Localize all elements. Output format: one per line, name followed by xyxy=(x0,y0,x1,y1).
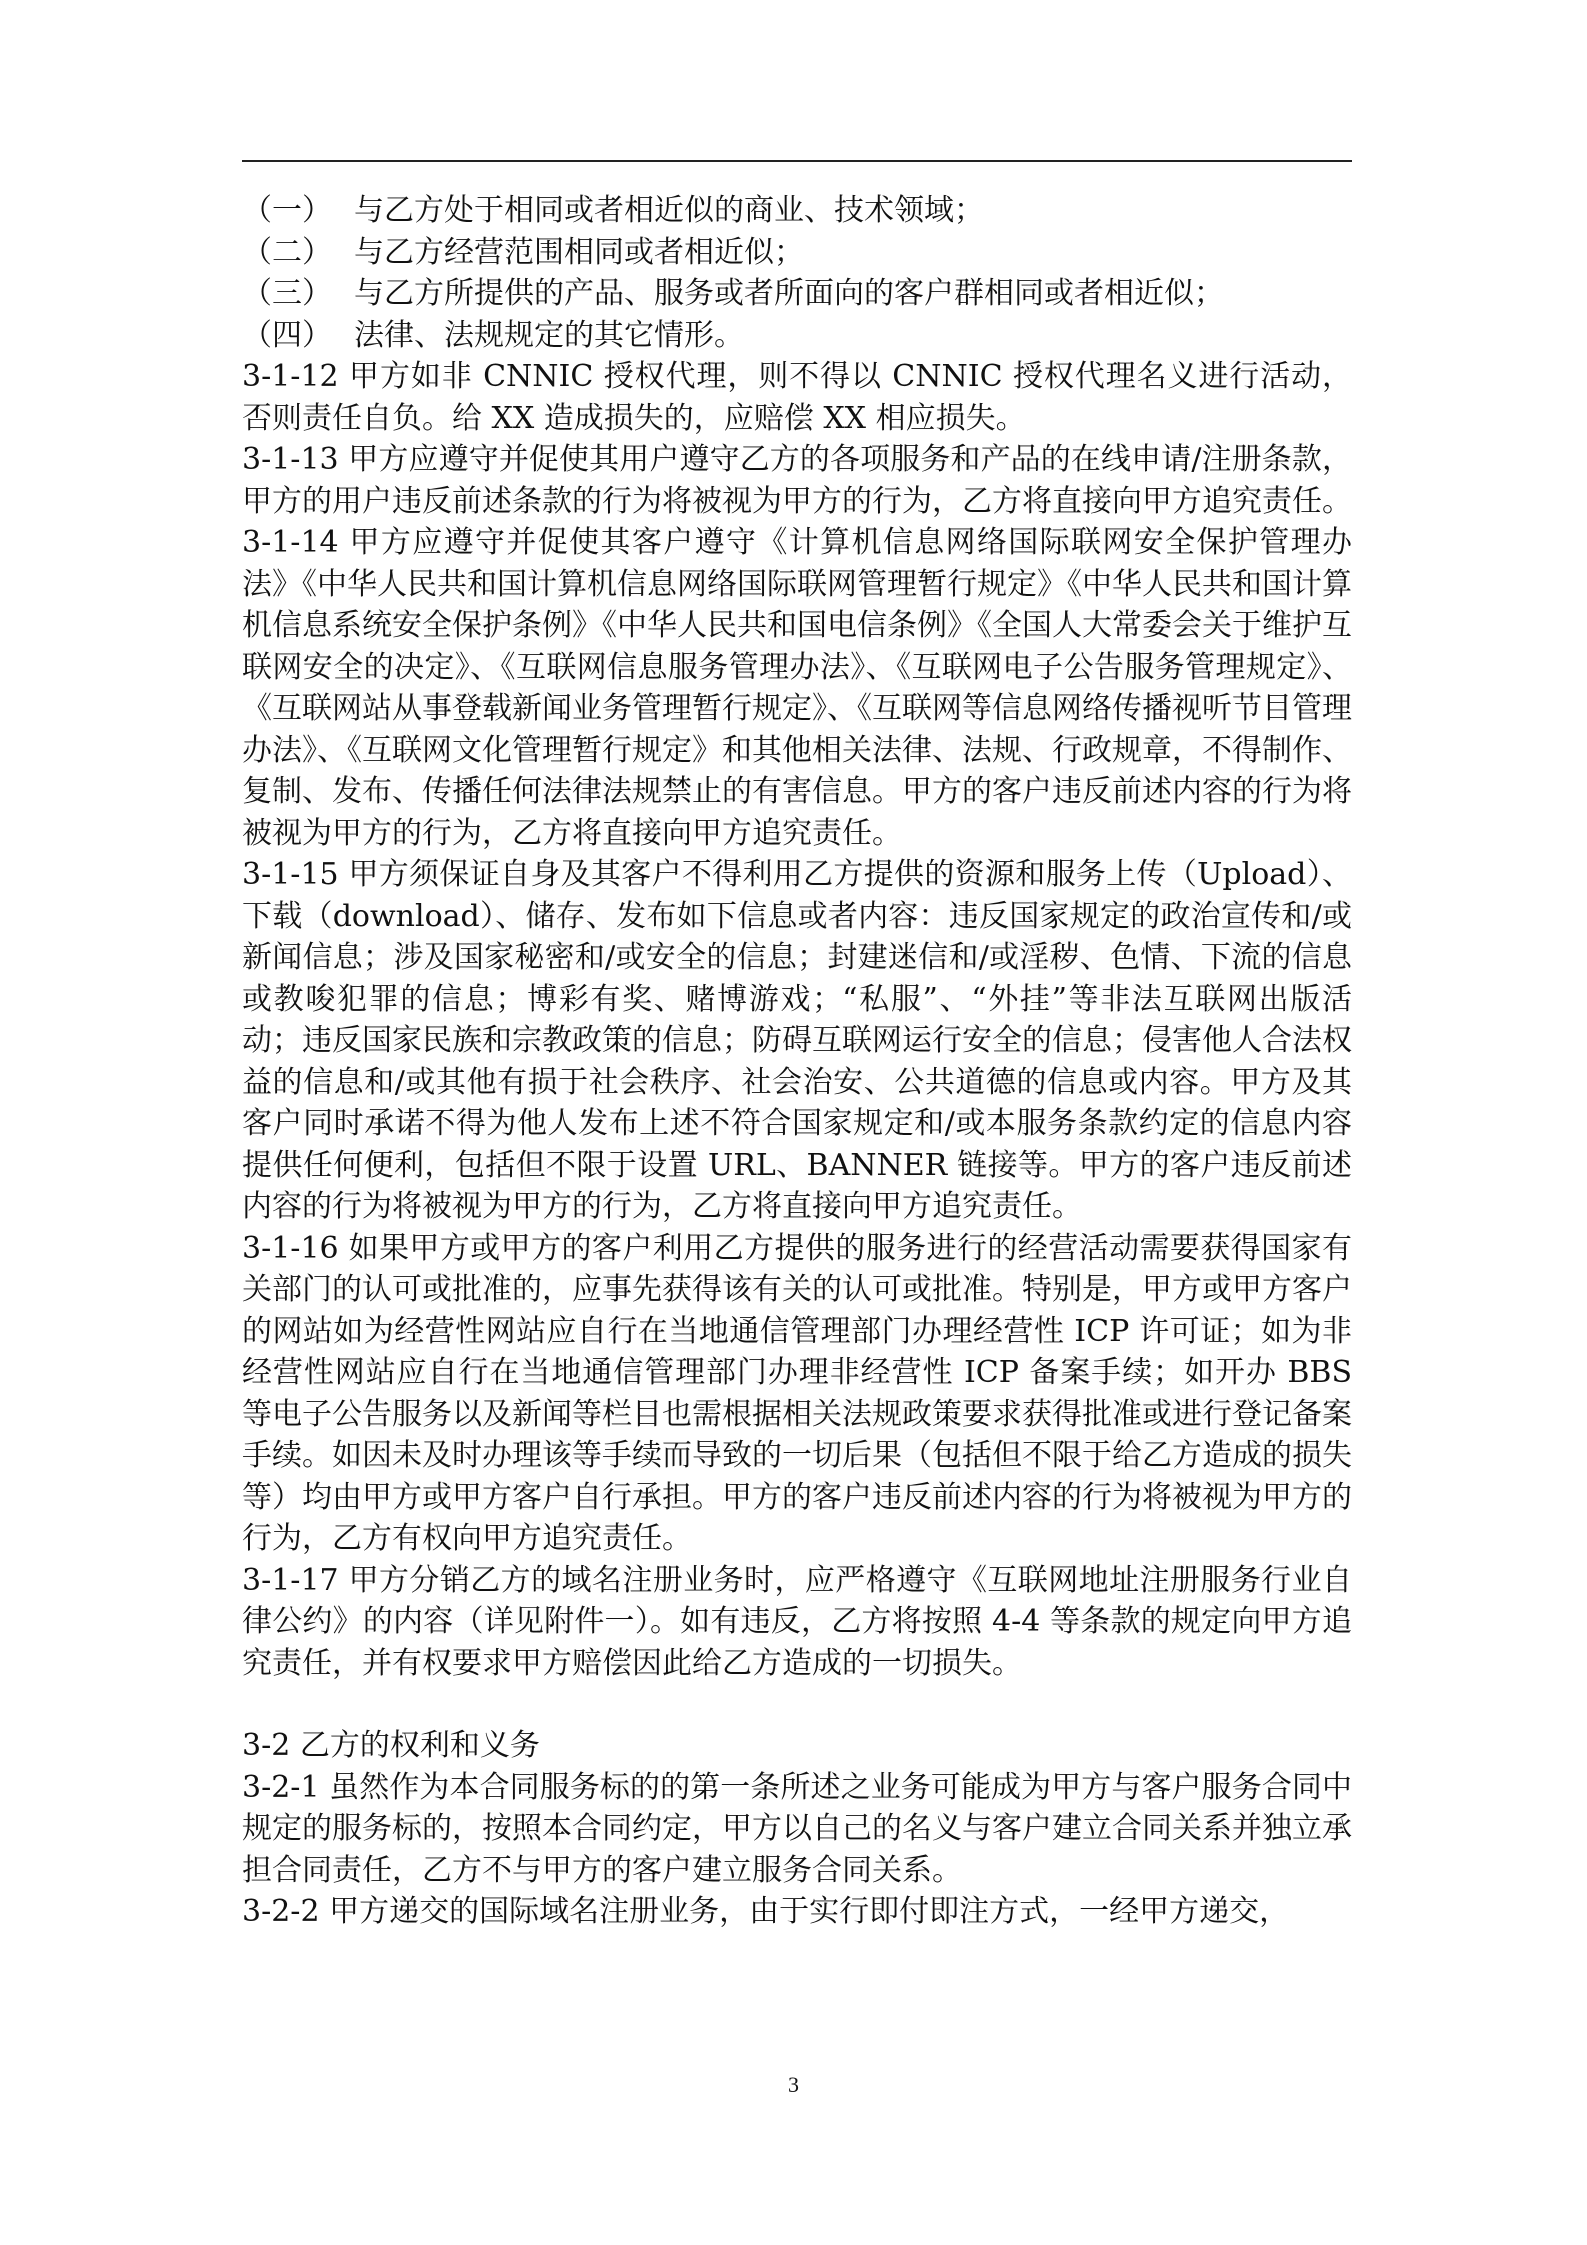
clause-3-1-12: 3-1-12 甲方如非 CNNIC 授权代理，则不得以 CNNIC 授权代理名义进行活动，否则责任自负。给 XX 造成损失的，应赔偿 XX 相应损失。 xyxy=(242,359,1352,436)
page-number: 3 xyxy=(788,2072,799,2097)
list-item xyxy=(242,273,1352,315)
header-rule xyxy=(242,160,1352,162)
clause-3-1-15: 3-1-15 甲方须保证自身及其客户不得利用乙方提供的资源和服务上传（Upload）、下载（download）、储存、发布如下信息或者内容：违反国家规定的政治宣传和/或新闻信息；涉及国家秘密和/或安全的信息；封建迷信和/或淫秽、色情、下流的信息或教唆犯罪的信息；博彩有奖、赌博游戏；“私服”、“外挂”等非法互联网出版活动；违反国家民族和宗教政策的信息；防碍互联网运行安全的信息；侵害他人合法权益的信息和/或其他有损于社会秩序、社会治安、公共道德的信息或内容。甲方及其客户同时承诺不得为他人发布上述不符合国家规定和/或本服务条款约定的信息内容提供任何便利，包括但不限于设置 URL、BANNER 链接等。甲方的客户违反前述内容的行为将被视为甲方的行为，乙方将直接向甲方追究责任。 xyxy=(242,857,1352,1224)
clause-3-1-17: 3-1-17 甲方分销乙方的域名注册业务时，应严格遵守《互联网地址注册服务行业自律公约》的内容（详见附件一）。如有违反，乙方将按照 4-4 等条款的规定向甲方追究责任，并有权要求甲方赔偿因此给乙方造成的一切损失。 xyxy=(242,1562,1352,1681)
list-item-text: 法律、法规规定的其它情形。 xyxy=(354,317,744,353)
list-item xyxy=(242,190,1352,232)
list-item-number: （一） xyxy=(242,193,332,228)
clause-3-2-1: 3-2-1 虽然作为本合同服务标的的第一条所述之业务可能成为甲方与客户服务合同中规定的服务标的，按照本合同约定，甲方以自己的名义与客户建立合同关系并独立承担合同责任，乙方不与甲方的客户建立服务合同关系。 xyxy=(242,1769,1352,1888)
document-body xyxy=(242,190,1352,1933)
list-item-text: 与乙方所提供的产品、服务或者所面向的客户群相同或者相近似； xyxy=(354,276,1224,311)
list-item-text: 与乙方经营范围相同或者相近似； xyxy=(354,234,804,270)
list-item xyxy=(242,315,1352,357)
list-item xyxy=(242,232,1352,274)
clause-3-1-14: 3-1-14 甲方应遵守并促使其客户遵守《计算机信息网络国际联网安全保护管理办法》《中华人民共和国计算机信息网络国际联网管理暂行规定》《中华人民共和国计算机信息系统安全保护条例》《中华人民共和国电信条例》《全国人大常委会关于维护互联网安全的决定》、《互联网信息服务管理办法》、《互联网电子公告服务管理规定》、《互联网站从事登载新闻业务管理暂行规定》、《互联网等信息网络传播视听节目管理办法》、《互联网文化管理暂行规定》和其他相关法律、法规、行政规章，不得制作、复制、发布、传播任何法律法规禁止的有害信息。甲方的客户违反前述内容的行为将被视为甲方的行为，乙方将直接向甲方追究责任。 xyxy=(242,525,1352,851)
clause-3-1-16: 3-1-16 如果甲方或甲方的客户利用乙方提供的服务进行的经营活动需要获得国家有关部门的认可或批准的，应事先获得该有关的认可或批准。特别是，甲方或甲方客户的网站如为经营性网站应自行在当地通信管理部门办理经营性 ICP 许可证；如为非经营性网站应自行在当地通信管理部门办理非经营性 ICP 备案手续；如开办 BBS 等电子公告服务以及新闻等栏目也需根据相关法规政策要求获得批准或进行登记备案手续。如因未及时办理该等手续而导致的一切后果（包括但不限于给乙方造成的损失等）均由甲方或甲方客户自行承担。甲方的客户违反前述内容的行为将被视为甲方的行为，乙方有权向甲方追究责任。 xyxy=(242,1230,1352,1556)
list-item-number: （三） xyxy=(242,276,332,311)
clause-3-1-13: 3-1-13 甲方应遵守并促使其用户遵守乙方的各项服务和产品的在线申请/注册条款，甲方的用户违反前述条款的行为将被视为甲方的行为，乙方将直接向甲方追究责任。 xyxy=(242,442,1352,519)
list-item-number: （四） xyxy=(242,317,332,353)
clause-3-2-2: 3-2-2 甲方递交的国际域名注册业务，由于实行即付即注方式，一经甲方递交， xyxy=(242,1894,1290,1929)
list-item-text: 与乙方处于相同或者相近似的商业、技术领域； xyxy=(354,193,984,228)
section-heading-3-2: 3-2 乙方的权利和义务 xyxy=(242,1728,540,1763)
list-item-number: （二） xyxy=(242,234,332,270)
